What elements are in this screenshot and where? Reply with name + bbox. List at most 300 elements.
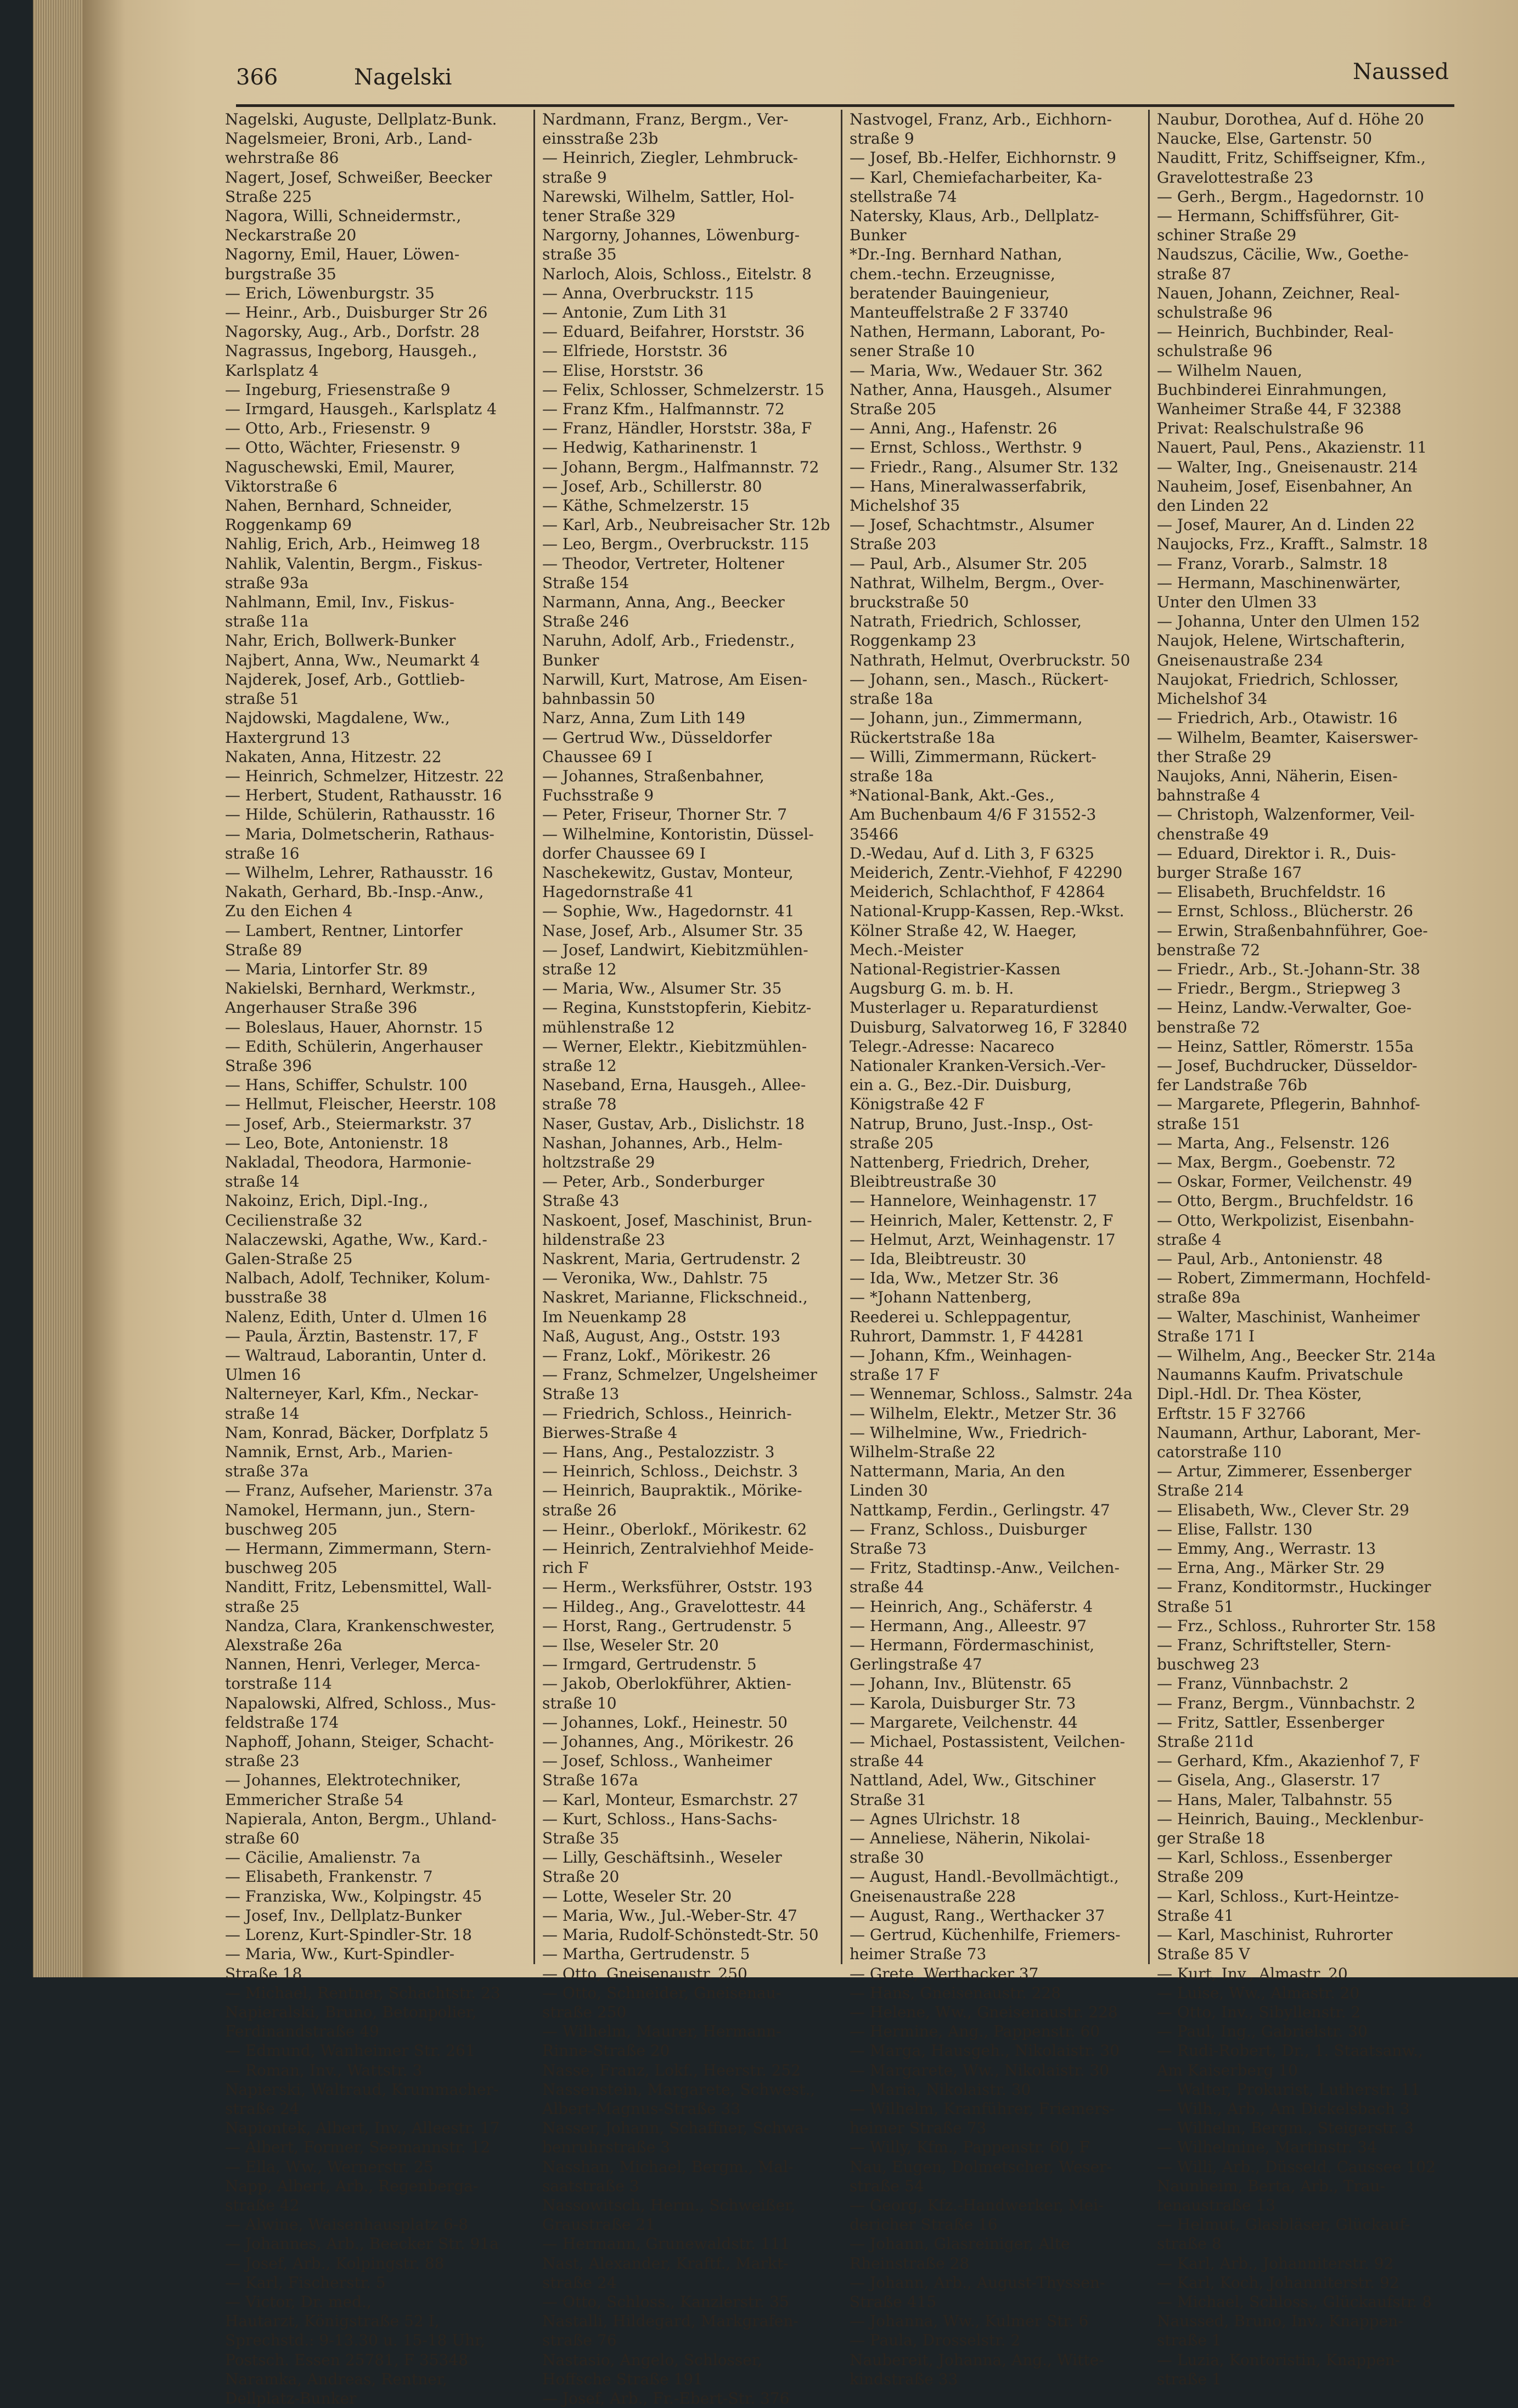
- entry-line: — Cäcilie, Amalienstr. 7a: [225, 1848, 421, 1867]
- entry-line: — Hans, Gneisenaustr. 228: [850, 1983, 1061, 2002]
- entry-line: — Friedrich, Schloss., Heinrich-: [542, 1404, 792, 1423]
- entry-line: Nagert, Josef, Schweißer, Beecker: [225, 168, 492, 187]
- entry-line: Nandza, Clara, Krankenschwester,: [225, 1616, 495, 1635]
- entry-line: Narloch, Alois, Schloss., Eitelstr. 8: [542, 264, 812, 283]
- entry-line: — Michael, Postassistent, Veilchen-: [850, 1733, 1126, 1751]
- entry-line: — Kurt, Schloss., Hans-Sachs-: [542, 1809, 778, 1828]
- entry-line: — Hermann, Ang., Alleestr. 97: [850, 1616, 1087, 1635]
- entry-line: — Veronika, Ww., Dahlstr. 75: [542, 1269, 768, 1288]
- entry-line: Nationaler Kranken-Versich.-Ver-: [850, 1056, 1106, 1075]
- entry-line: straße 1: [1157, 2370, 1222, 2388]
- entry-line: straße 44: [850, 1578, 924, 1597]
- entry-line: — Franz, Vünnbachstr. 2: [1157, 1674, 1349, 1693]
- entry-line: Fuchsstraße 9: [542, 786, 654, 805]
- entry-line: Naphoff, Johann, Steiger, Schacht-: [225, 1733, 494, 1751]
- entry-line: — Josef, Arb., Steiermarkstr. 37: [225, 1114, 473, 1133]
- entry-line: Straße 205: [850, 400, 937, 419]
- entry-line: Nashan, Johannes, Arb., Helm-: [542, 1133, 783, 1152]
- entry-line: — Michael, Rentner, Schachtstr. 23: [225, 1983, 501, 2002]
- entry-line: Nassowitsch, Herm., Schweißer,: [542, 2196, 796, 2214]
- entry-line: — Felix, Schlosser, Schmelzerstr. 15: [542, 380, 825, 399]
- entry-line: chem.-techn. Erzeugnisse,: [850, 264, 1055, 283]
- entry-line: straße 24: [225, 2099, 300, 2118]
- entry-line: — Heinrich, Ziegler, Lehmbruck-: [542, 149, 798, 167]
- entry-line: Nasser, Johann, Schaffner, Schwa-: [542, 2119, 809, 2138]
- entry-line: Chaussee 69 I: [542, 747, 653, 766]
- entry-line: Straße 43: [542, 1192, 620, 1210]
- entry-line: Nahlik, Valentin, Bergm., Fiskus-: [225, 554, 483, 573]
- entry-line: — Karl, Monteur, Esmarchstr. 27: [542, 1790, 799, 1809]
- entry-line: — Wilhelm, Beamter, Kaiserswer-: [1157, 728, 1418, 747]
- entry-line: Duisburg, Salvatorweg 16, F 32840: [850, 1018, 1127, 1036]
- entry-line: Namokel, Hermann, jun., Stern-: [225, 1501, 475, 1519]
- entry-line: Mech.-Meister: [850, 940, 964, 959]
- entry-line: Nastalli, Hildegard, Markgrafen-: [542, 2312, 799, 2331]
- entry-line: — Ingeburg, Friesenstraße 9: [225, 380, 451, 399]
- entry-line: — Margarete, Pflegerin, Bahnhof-: [1157, 1095, 1420, 1114]
- entry-line: Naujocks, Frz., Krafft., Salmstr. 18: [1157, 535, 1428, 554]
- entry-line: — Fritz, Sattler, Essenberger: [1157, 1713, 1385, 1732]
- entry-line: — Elisabeth, Bruchfeldstr. 16: [1157, 883, 1386, 901]
- entry-line: — Friedrich, Arb., Otawistr. 16: [1157, 709, 1398, 728]
- entry-line: — Hermann, Grunewaldstr. 111: [542, 2235, 790, 2253]
- entry-line: Nathrat, Wilhelm, Bergm., Over-: [850, 573, 1104, 592]
- entry-line: Meiderich, Schlachthof, F 42864: [850, 883, 1105, 901]
- entry-line: — Artur, Zimmerer, Essenberger: [1157, 1462, 1412, 1481]
- entry-line: dorfer Chaussee 69 I: [542, 844, 706, 862]
- entry-line: Nast, Alexander, Kraftf., Markt-: [542, 2254, 789, 2272]
- entry-line: Straße 171 I: [1157, 1327, 1255, 1345]
- entry-line: Musterlager u. Reparaturdienst: [850, 999, 1098, 1017]
- entry-line: — Gertrud Ww., Düsseldorfer: [542, 728, 772, 747]
- entry-line: Narewski, Wilhelm, Sattler, Hol-: [542, 187, 795, 206]
- column-3: [850, 110, 1146, 2388]
- entry-line: — Maria, Rudolf-Schönstedt-Str. 50: [542, 1926, 819, 1944]
- entry-line: heimer Straße 73: [850, 1945, 987, 1964]
- column-1: [225, 110, 521, 2407]
- entry-line: Nathrath, Helmut, Overbruckstr. 50: [850, 651, 1131, 669]
- entry-line: Zu den Eichen 4: [225, 902, 353, 921]
- entry-line: — Wilhelm, Bergm., Steigerstr. 3: [1157, 2119, 1414, 2138]
- entry-line: Nauditt, Fritz, Schiffseigner, Kfm.,: [1157, 149, 1426, 167]
- entry-line: straße 10: [542, 1694, 617, 1712]
- entry-line: — Hilde, Schülerin, Rathausstr. 16: [225, 805, 496, 824]
- entry-line: Bierwes-Straße 4: [542, 1423, 678, 1442]
- entry-line: Straße 73: [850, 1539, 927, 1558]
- entry-line: — Hermann, Zimmermann, Stern-: [225, 1539, 491, 1558]
- entry-line: Straße 18: [225, 1964, 302, 1983]
- entry-line: — Heinrich, Baupraktik., Mörike-: [542, 1481, 802, 1500]
- entry-line: Naujok, Helene, Wirtschafterin,: [1157, 631, 1405, 650]
- entry-line: Nahlig, Erich, Arb., Heimweg 18: [225, 535, 480, 554]
- entry-line: — Regina, Kunststopferin, Kiebitz-: [542, 999, 812, 1017]
- entry-line: — Franz, Konditormstr., Huckinger: [1157, 1578, 1431, 1597]
- entry-line: — Walter, Prokurist, Lutherstr. 11: [1157, 2080, 1420, 2099]
- entry-line: Nau, Eugen, Dolmetscher, Weser-: [850, 2157, 1112, 2176]
- entry-line: Straße 211d: [1157, 1733, 1254, 1751]
- entry-line: Im Neuenkamp 28: [542, 1307, 687, 1326]
- entry-line: — Christoph, Walzenformer, Veil-: [1157, 805, 1415, 824]
- entry-line: ger Straße 18: [1157, 1829, 1266, 1848]
- entry-line: — Franz, Aufseher, Marienstr. 37a: [225, 1481, 493, 1500]
- entry-line: — Luzia, Kontoristin, Knappen-: [1157, 2350, 1401, 2369]
- entry-line: — Margarete, Veilchenstr. 44: [850, 1713, 1078, 1732]
- entry-line: Haxtergrund 13: [225, 728, 350, 747]
- entry-line: — Willy, Kfm., Pappenstr. 60, F: [850, 2138, 1090, 2157]
- entry-line: den Linden 22: [1157, 497, 1269, 515]
- entry-line: Nattermann, Maria, An den: [850, 1462, 1065, 1481]
- entry-line: — Frz., Schloss., Ruhrorter Str. 158: [1157, 1616, 1436, 1635]
- entry-line: — Erna, Ang., Märker Str. 29: [1157, 1559, 1385, 1577]
- entry-line: Am Buchenbaum 4/6 F 31552-3: [850, 805, 1097, 824]
- entry-line: — Josef, Arb., Schillerstr. 80: [542, 477, 762, 495]
- entry-line: — Helmut, Glasbläser, Glückauf-: [1157, 2215, 1410, 2234]
- entry-line: bahnbassin 50: [542, 690, 655, 708]
- entry-line: Linden 30: [850, 1481, 928, 1500]
- right-keyword: Naussed: [1353, 59, 1449, 84]
- entry-line: Nardmann, Franz, Bergm., Ver-: [542, 110, 789, 128]
- entry-line: — Irmgard, Gertrudenstr. 5: [542, 1655, 757, 1674]
- entry-line: straße 87: [1157, 264, 1232, 283]
- entry-line: Straße 89: [225, 940, 302, 959]
- entry-line: Buchbinderei Einrahmungen,: [1157, 380, 1387, 399]
- entry-line: — Karl, Maschinist, Ruhrorter: [1157, 1926, 1393, 1944]
- entry-line: Wilhelm-Straße 22: [850, 1443, 996, 1462]
- entry-line: benstraße 72: [1157, 940, 1261, 959]
- entry-line: Naujokat, Friedrich, Schlosser,: [1157, 670, 1399, 689]
- entry-line: straße 44: [850, 1752, 924, 1770]
- entry-line: Nalbach, Adolf, Techniker, Kolum-: [225, 1269, 490, 1288]
- entry-line: buschweg 23: [1157, 1655, 1260, 1674]
- entry-line: Rheinstraße 28: [850, 2254, 970, 2272]
- book-edge: [33, 0, 82, 1977]
- entry-line: dericher Straße 16: [850, 2215, 998, 2234]
- entry-line: straße 11a: [225, 612, 309, 631]
- entry-line: Straße 41: [1157, 1906, 1234, 1925]
- entry-line: — Heinz, Sattler, Römerstr. 155a: [1157, 1037, 1414, 1056]
- entry-line: Nakladal, Theodora, Harmonie-: [225, 1153, 471, 1171]
- entry-line: Nagorsky, Aug., Arb., Dorfstr. 28: [225, 323, 480, 341]
- entry-line: Nalenz, Edith, Unter d. Ulmen 16: [225, 1307, 487, 1326]
- entry-line: Straße 246: [542, 612, 629, 631]
- entry-line: Napierala, Anton, Bergm., Uhland-: [225, 1809, 497, 1828]
- entry-line: Straße 225: [225, 187, 312, 206]
- entry-line: Nase, Josef, Arb., Alsumer Str. 35: [542, 921, 803, 940]
- entry-line: wehrstraße 86: [225, 149, 339, 167]
- entry-line: — Johann, Glasreiniger, Alte: [850, 2235, 1070, 2253]
- entry-line: — Elise, Horststr. 36: [542, 361, 704, 380]
- entry-line: *Dr.-Ing. Bernhard Nathan,: [850, 245, 1062, 264]
- entry-line: straße 30: [850, 1848, 924, 1867]
- entry-line: Napierski, Waltraud, Krummacher-: [225, 2080, 499, 2099]
- entry-line: — Helene, Ww., Gneisenaustr. 228: [850, 2003, 1118, 2021]
- entry-line: torstraße 114: [225, 1674, 332, 1693]
- entry-line: — Karl, Arb., Neubreisacher Str. 12b: [542, 516, 830, 534]
- entry-line: burgstraße 35: [225, 264, 336, 283]
- entry-line: Nathen, Hermann, Laborant, Po-: [850, 323, 1105, 341]
- entry-line: — Heinrich, Schmelzer, Hitzestr. 22: [225, 766, 504, 785]
- entry-line: — Friedr., Bergm., Striepweg 3: [1157, 979, 1401, 998]
- entry-line: — Wilhelm, Kranführer, Friemers-: [850, 2099, 1115, 2118]
- entry-line: straße 93a: [225, 573, 309, 592]
- entry-line: — Josef, Bb.-Helfer, Eichhornstr. 9: [850, 149, 1116, 167]
- entry-line: — Elfriede, Horststr. 36: [542, 342, 728, 360]
- entry-line: Michelshof 34: [1157, 690, 1268, 708]
- entry-line: Nastasio, Angelo, Schlosser,: [542, 2350, 763, 2369]
- entry-line: — Lambert, Rentner, Lintorfer: [225, 921, 463, 940]
- entry-line: — Wilhelmine, Martinstr. 34: [1157, 2138, 1377, 2157]
- entry-line: — Ida, Ww., Metzer Str. 36: [850, 1269, 1059, 1288]
- entry-line: Naß, August, Ang., Oststr. 193: [542, 1327, 780, 1345]
- entry-line: — Willi, Zimmermann, Rückert-: [850, 747, 1097, 766]
- entry-line: — Roman, Inv., Wattstr. 3: [225, 2061, 423, 2079]
- entry-line: — Gisela, Ang., Glaserstr. 17: [1157, 1771, 1381, 1790]
- entry-line: Straße 167a: [542, 1771, 638, 1790]
- entry-line: schiner Straße 29: [1157, 226, 1297, 245]
- entry-line: Napp, Albert, Arb., Regenberga-: [225, 2176, 479, 2195]
- page-number: 366: [236, 65, 278, 90]
- entry-line: — Otto, Werkpolizist, Eisenbahn-: [1157, 1211, 1414, 1230]
- entry-line: — Hans, Schiffer, Schulstr. 100: [225, 1076, 468, 1095]
- entry-line: — Lilly, Geschäftsinh., Weseler: [542, 1848, 782, 1867]
- entry-line: Naudszus, Cäcilie, Ww., Goethe-: [1157, 245, 1409, 264]
- entry-line: Namnik, Ernst, Arb., Marien-: [225, 1443, 453, 1462]
- entry-line: — Franz, Schloss., Duisburger: [850, 1520, 1087, 1538]
- entry-line: Cecilienstraße 32: [225, 1211, 363, 1230]
- entry-line: — Heinrich, Buchbinder, Real-: [1157, 323, 1394, 341]
- entry-line: — Lorenz, Kurt-Spindler-Str. 18: [225, 1926, 472, 1944]
- entry-line: Am Kaiserberg 10: [1157, 2061, 1298, 2079]
- entry-line: — Johannes, Lokf., Heinestr. 50: [542, 1713, 788, 1732]
- entry-line: — Heinrich, Maler, Kettenstr. 2, F: [850, 1211, 1114, 1230]
- entry-line: — Paula, Drosselstr. 2: [850, 2331, 1021, 2350]
- entry-line: — Anni, Ang., Hafenstr. 26: [850, 419, 1058, 438]
- entry-line: Straße 203: [850, 535, 937, 554]
- entry-line: buschweg 205: [225, 1520, 338, 1538]
- entry-line: Augsburg G. m. b. H.: [850, 979, 1014, 998]
- entry-line: straße 9: [850, 129, 914, 148]
- entry-line: — Albert, Former, Seemannstr. 12: [225, 2138, 491, 2157]
- entry-line: — Waltraud, Laborantin, Unter d.: [225, 1346, 487, 1364]
- entry-line: feldstraße 174: [225, 1713, 339, 1732]
- entry-line: Straße 13: [542, 1385, 620, 1403]
- entry-line: — Fritz, Stadtinsp.-Anw., Veilchen-: [850, 1559, 1120, 1577]
- entry-line: Hagedornstraße 41: [542, 883, 695, 901]
- entry-line: — Wilhelmine, Kontoristin, Düssel-: [542, 825, 814, 843]
- entry-line: — Franz, Bergm., Vünnbachstr. 2: [1157, 1694, 1416, 1712]
- entry-line: — Marga, Hausgeh., Nikolaistr. 30: [850, 2042, 1120, 2060]
- entry-line: Galen-Straße 25: [225, 1249, 353, 1268]
- entry-line: Gneisenaustraße 228: [850, 1887, 1016, 1905]
- entry-line: — Johann, jun., Zimmermann,: [850, 709, 1083, 728]
- entry-line: Straße 20: [542, 1868, 620, 1886]
- entry-line: — Johann, Bergm., Halfmannstr. 72: [542, 458, 819, 476]
- entry-line: — Karl, Schloss., Essenberger: [1157, 1848, 1392, 1867]
- entry-line: — Gerhard, Kfm., Akazienhof 7, F: [1157, 1752, 1420, 1770]
- entry-line: Dipl.-Hdl. Dr. Thea Köster,: [1157, 1385, 1362, 1403]
- entry-line: Nattkamp, Ferdin., Gerlingstr. 47: [850, 1501, 1110, 1519]
- entry-line: — Theodor, Vertreter, Holtener: [542, 554, 784, 573]
- entry-line: hildenstraße 23: [542, 1230, 665, 1249]
- entry-line: — Hildeg., Ang., Gravelottestr. 44: [542, 1597, 806, 1616]
- entry-line: — Hedwig, Katharinenstr. 1: [542, 438, 759, 457]
- entry-line: — Wilhelm, Maurer, Hermann-: [542, 2022, 782, 2041]
- entry-line: Naunheim, Berta, Arb., Trau-: [1157, 2176, 1385, 2195]
- entry-line: — Elisabeth, Ww., Clever Str. 29: [1157, 1501, 1409, 1519]
- entry-line: Bunker: [542, 651, 599, 669]
- entry-line: — Heinrich, Ang., Schäferstr. 4: [850, 1597, 1093, 1616]
- entry-line: Straße 85 V: [1157, 1945, 1250, 1964]
- entry-line: — Heinz, Landw.-Verwalter, Goe-: [1157, 999, 1412, 1017]
- entry-line: Nagorny, Emil, Hauer, Löwen-: [225, 245, 460, 264]
- entry-line: ein a. G., Bez.-Dir. Duisburg,: [850, 1076, 1072, 1095]
- entry-line: — Johanna, Unter den Ulmen 152: [1157, 612, 1420, 631]
- entry-line: Narz, Anna, Zum Lith 149: [542, 709, 746, 728]
- entry-line: — Anneliese, Näherin, Nikolai-: [850, 1829, 1090, 1848]
- entry-line: — Wilh., Arb., Am Dickelsbach 3: [1157, 2099, 1410, 2118]
- entry-line: straße 89a: [1157, 1288, 1241, 1307]
- entry-line: *National-Bank, Akt.-Ges.,: [850, 786, 1055, 805]
- entry-line: — Josef, Buchdrucker, Düsseldor-: [1157, 1056, 1418, 1075]
- entry-line: ther Straße 29: [1157, 747, 1272, 766]
- entry-line: Naumanns Kaufm. Privatschule: [1157, 1366, 1403, 1384]
- entry-line: Nattland, Adel, Ww., Gitschiner: [850, 1771, 1096, 1790]
- entry-line: — Hans, Mineralwasserfabrik,: [850, 477, 1087, 495]
- entry-line: Nasshan, Michael, Bergm., Mal-: [542, 2157, 794, 2176]
- entry-line: Naramka, Andreas, Rentner,: [225, 2370, 448, 2388]
- entry-line: Privat: Realschulstraße 96: [1157, 419, 1364, 438]
- entry-line: — Walter, Maschinist, Wanheimer: [1157, 1307, 1420, 1326]
- entry-line: — Johannes, Arb., Beecker Str. 91a: [225, 2235, 499, 2253]
- entry-line: straße 12: [542, 960, 617, 978]
- entry-line: — Anna, Overbruckstr. 115: [542, 284, 754, 302]
- entry-line: — Hellmut, Fleischer, Heerstr. 108: [225, 1095, 497, 1114]
- column-4: [1157, 110, 1453, 2388]
- entry-line: Roggenkamp 23: [850, 631, 977, 650]
- entry-line: — Johann, sen., Masch., Rückert-: [850, 670, 1109, 689]
- entry-line: Ruhrort, Dammstr. 1, F 44281: [850, 1327, 1085, 1345]
- entry-line: Postsch. Essen 25781, F 35348: [225, 2350, 469, 2369]
- entry-line: Karlsplatz 4: [225, 361, 319, 380]
- entry-line: — Johann, Kfm., Weinhagen-: [850, 1346, 1072, 1364]
- entry-line: Gravelottestraße 23: [1157, 168, 1314, 187]
- entry-line: Manteuffelstraße 2 F 33740: [850, 303, 1069, 322]
- entry-line: — Ella, Ww., Wernerstr. 25: [225, 2157, 434, 2176]
- entry-line: Angerhauser Straße 396: [225, 999, 418, 1017]
- entry-line: — Edith, Schülerin, Angerhauser: [225, 1037, 483, 1056]
- entry-line: — Kurt, Inv., Almastr. 20: [1157, 1964, 1348, 1983]
- entry-line: busstraße 38: [225, 1288, 327, 1307]
- entry-line: mühlenstraße 12: [542, 1018, 675, 1036]
- column-separator: [841, 110, 842, 1964]
- entry-line: Naschekewitz, Gustav, Monteur,: [542, 863, 794, 882]
- entry-line: — Eduard, Beifahrer, Horststr. 36: [542, 323, 805, 341]
- entry-line: straße 151: [1157, 1114, 1241, 1133]
- entry-line: — Willi, Arb., Düsseld. Caussee 102: [1157, 2157, 1436, 2176]
- entry-line: — Wilhelm, Ang., Beecker Str. 214a: [1157, 1346, 1436, 1364]
- entry-line: Nargorny, Johannes, Löwenburg-: [542, 226, 800, 245]
- entry-line: — Karola, Duisburger Str. 73: [850, 1694, 1076, 1712]
- entry-line: — Josef, Schloss., Wanheimer: [542, 1752, 772, 1770]
- entry-line: Naser, Gustav, Arb., Dislichstr. 18: [542, 1114, 805, 1133]
- entry-line: — Elisabeth, Frankenstr. 7: [225, 1868, 433, 1886]
- entry-line: Albert-Magnus-Straße 33: [542, 2099, 741, 2118]
- entry-line: Ferdinandstraße 49: [225, 2022, 379, 2041]
- entry-line: Michelshof 35: [850, 497, 960, 515]
- entry-line: — Peter, Arb., Sonderburger: [542, 1172, 764, 1191]
- entry-line: — Max, Bergm., Goebenstr. 72: [1157, 1153, 1396, 1171]
- entry-line: — Heinrich, Schloss., Deichstr. 3: [542, 1462, 799, 1481]
- entry-line: straße 37a: [225, 1462, 309, 1481]
- entry-line: — Heinr., Arb., Duisburger Str 26: [225, 303, 488, 322]
- entry-line: D.-Wedau, Auf d. Lith 3, F 6325: [850, 844, 1094, 862]
- entry-line: holtzstraße 29: [542, 1153, 655, 1171]
- entry-line: Dellplatz-Bunker: [225, 2389, 357, 2407]
- entry-line: Najdowski, Magdalene, Ww.,: [225, 709, 450, 728]
- entry-line: — Victor, Dr. med.,: [225, 2292, 372, 2311]
- entry-line: Nassenstein, Margarete, Schwest.,: [542, 2080, 816, 2099]
- entry-line: Königstraße 42 F: [850, 1095, 985, 1114]
- entry-line: catorstraße 110: [1157, 1443, 1282, 1462]
- entry-line: — Josef, Schachtmstr., Alsumer: [850, 516, 1094, 534]
- entry-line: — Friedr., Rang., Alsumer Str. 132: [850, 458, 1119, 476]
- entry-line: — Margarete, Ww., Nikolaistr. 30: [850, 2061, 1110, 2079]
- entry-line: — Hermann, Fördermaschinist,: [850, 1636, 1095, 1655]
- entry-line: — Leo, Bergm., Overbruckstr. 115: [542, 535, 809, 554]
- entry-line: — Johann, Inv., Blütenstr. 65: [850, 1674, 1072, 1693]
- entry-line: — Heinr., Oberlokf., Mörikestr. 62: [542, 1520, 807, 1538]
- entry-line: Straße 396: [225, 1056, 312, 1075]
- entry-line: — Wilhelm Nauen,: [1157, 361, 1302, 380]
- entry-line: Nagelsmeier, Broni, Arb., Land-: [225, 129, 473, 148]
- entry-line: Roggenkamp 69: [225, 516, 352, 534]
- entry-line: — Josef, Arb., Fr.-Ebert-Str. 376: [542, 2389, 790, 2407]
- entry-line: straße 205: [850, 1133, 934, 1152]
- entry-line: Straße 214: [1157, 1481, 1244, 1500]
- entry-line: — Gerh., Bergm., Hagedornstr. 10: [1157, 187, 1424, 206]
- entry-line: — Maria, Nikolaistr. 30: [850, 2080, 1031, 2099]
- entry-line: straße 76: [542, 2331, 617, 2350]
- entry-line: — Karl, Chemiefacharbeiter, Ka-: [850, 168, 1103, 187]
- entry-line: — Helmut, Arzt, Weinhagenstr. 17: [850, 1230, 1116, 1249]
- entry-line: rich F: [542, 1559, 589, 1577]
- entry-line: — Leo, Bote, Antonienstr. 18: [225, 1133, 449, 1152]
- entry-line: — Wennemar, Schloss., Salmstr. 24a: [850, 1385, 1133, 1403]
- entry-line: — Luise, Ww., Almastr. 20: [1157, 1983, 1360, 2002]
- entry-line: Neckarstraße 20: [225, 226, 357, 245]
- entry-line: — Paul, Ing., Gabrielstr. 30: [1157, 2022, 1368, 2041]
- entry-line: — Franz, Händler, Horststr. 38a, F: [542, 419, 812, 438]
- entry-line: Nahen, Bernhard, Schneider,: [225, 497, 453, 515]
- entry-line: — Gertrud, Küchenhilfe, Friemers-: [850, 1926, 1121, 1944]
- entry-line: Bunker: [850, 226, 907, 245]
- entry-line: straße 26: [542, 1501, 617, 1519]
- directory-columns: [225, 110, 1454, 2407]
- entry-line: tener Straße 329: [542, 207, 676, 225]
- entry-line: Graustraße 21: [542, 2215, 655, 2234]
- entry-line: straße 51: [225, 690, 300, 708]
- entry-line: saatstraße 3: [542, 2176, 639, 2195]
- entry-line: — Karl, Fischerstr. 5: [225, 2273, 386, 2292]
- entry-line: Sprechstd.: 9-13.30 u. 15-18 Uhr,: [225, 2331, 486, 2350]
- entry-line: Nagrassus, Ingeborg, Hausgeh.,: [225, 342, 477, 360]
- entry-line: — Ida, Bleibtreustr. 30: [850, 1249, 1026, 1268]
- entry-line: straße 23: [225, 1752, 300, 1770]
- entry-line: — Hans, Ang., Pestalozzistr. 3: [542, 1443, 775, 1462]
- entry-line: tenaustraße 13: [1157, 2196, 1276, 2214]
- entry-line: beratender Bauingenieur,: [850, 284, 1050, 302]
- entry-line: Nattenberg, Friedrich, Dreher,: [850, 1153, 1090, 1171]
